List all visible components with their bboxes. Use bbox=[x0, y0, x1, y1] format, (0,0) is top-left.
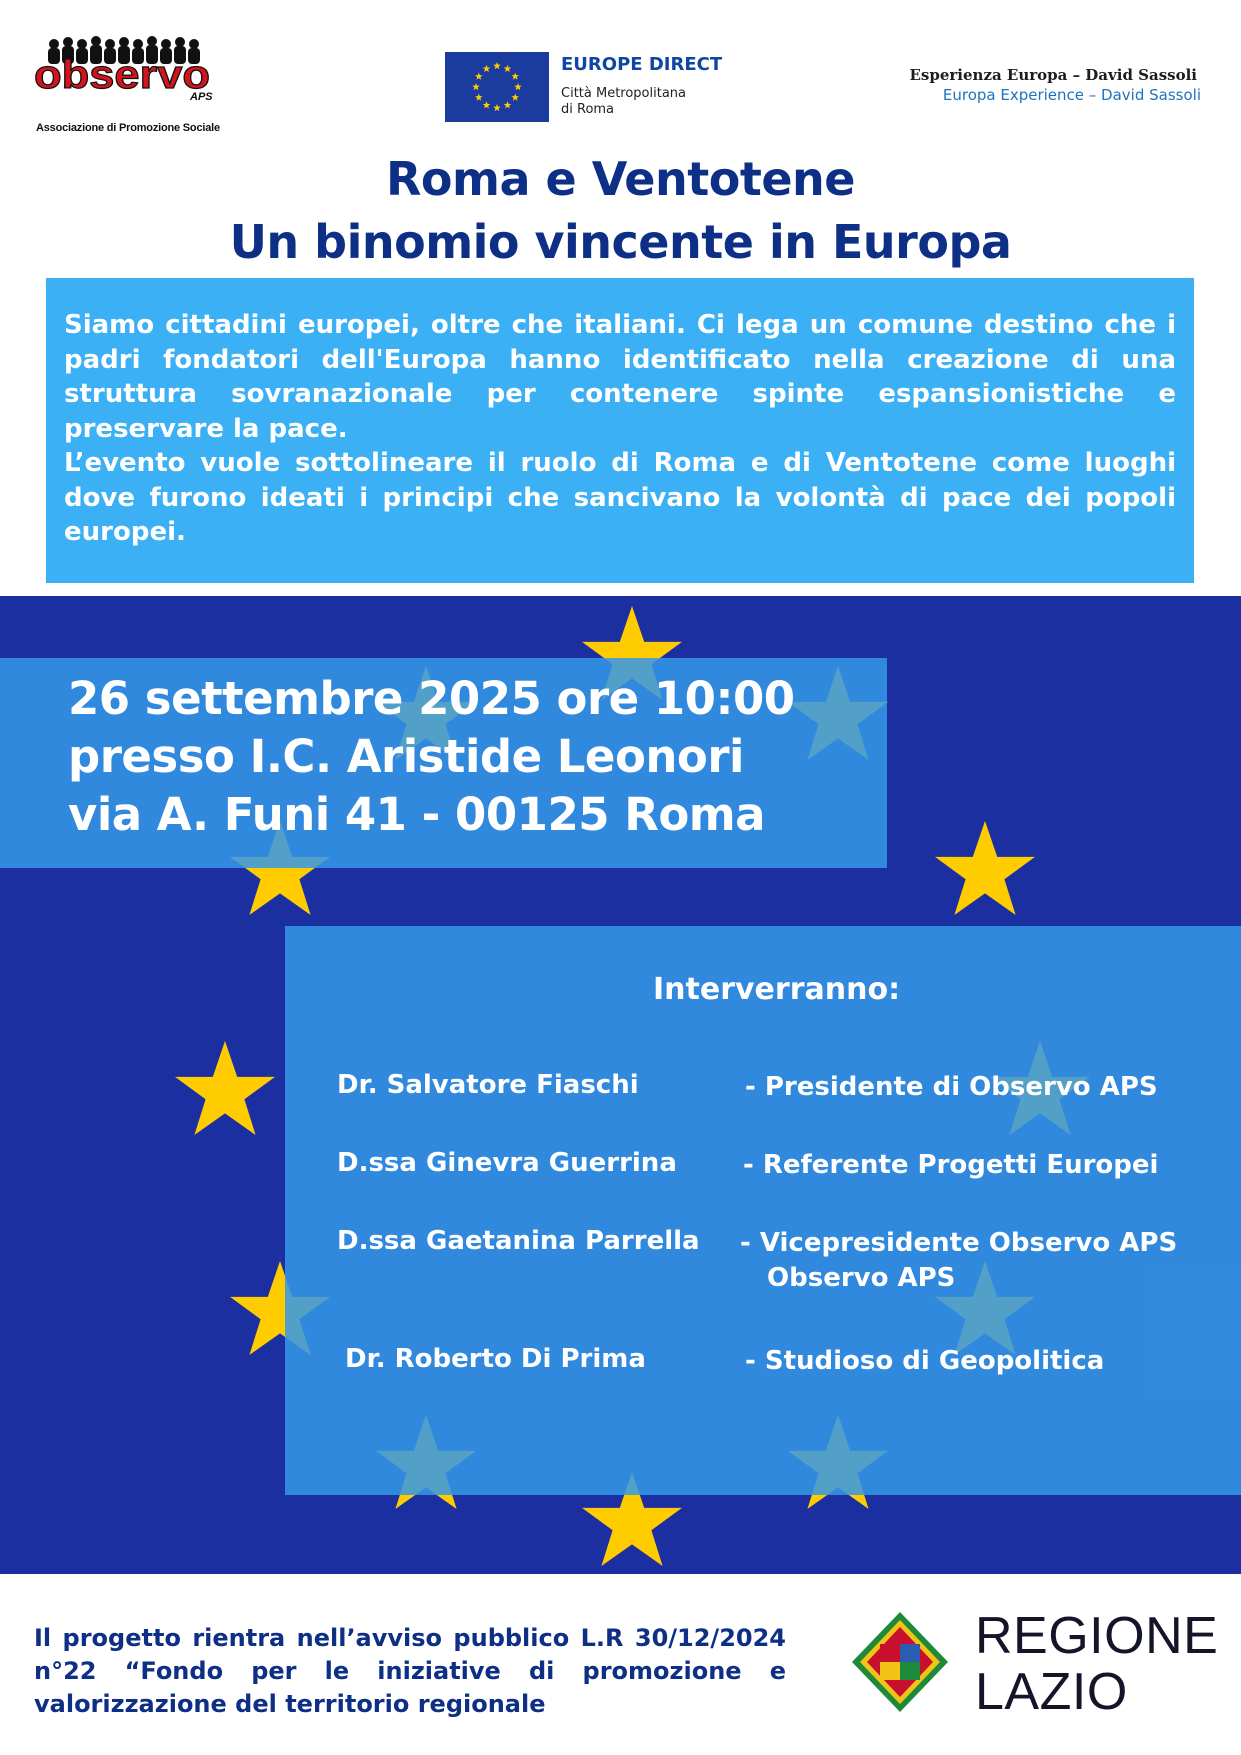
intro-box bbox=[46, 278, 1194, 583]
event-date-time: 26 settembre 2025 ore 10:00 bbox=[68, 672, 795, 725]
europe-direct-subtitle-line2: di Roma bbox=[561, 102, 615, 117]
observo-logo bbox=[30, 36, 220, 136]
speaker-name: Dr. Roberto Di Prima bbox=[345, 1344, 646, 1374]
regione-lazio-wordmark bbox=[975, 1607, 1219, 1721]
europe-direct-title: EUROPE DIRECT bbox=[561, 54, 723, 75]
speaker-name: D.ssa Ginevra Guerrina bbox=[337, 1148, 677, 1178]
esperienza-europa-line1: Esperienza Europa – David Sassoli bbox=[909, 66, 1197, 84]
observo-aps-suffix: APS bbox=[190, 91, 213, 102]
intro-paragraph-2: L’evento vuole sottolineare il ruolo di Roma e di Ventotene come luoghi dove furono ideati i principi che sancivano la volontà di pace dei popoli europei. bbox=[64, 448, 1176, 547]
funding-notice: Il progetto rientra nell’avviso pubblico L.R 30/12/2024 n°22 “Fondo per le iniziative di promozione e valorizzazione del territorio regionale bbox=[34, 1624, 786, 1718]
speaker-role: - Referente Progetti Europei bbox=[743, 1150, 1159, 1180]
speaker-name: Dr. Salvatore Fiaschi bbox=[337, 1070, 639, 1100]
star-icon bbox=[175, 1041, 275, 1135]
eu-flag-icon bbox=[445, 52, 549, 122]
page-title: Roma e Ventotene bbox=[386, 152, 855, 206]
regione-label: REGIONE bbox=[975, 1607, 1219, 1665]
speaker-role-continuation: Observo APS bbox=[767, 1263, 956, 1293]
event-place: presso I.C. Aristide Leonori bbox=[68, 730, 744, 783]
europe-direct-subtitle-line1: Città Metropolitana bbox=[561, 86, 687, 101]
speaker-row bbox=[285, 1148, 1241, 1228]
esperienza-europa-logo bbox=[895, 66, 1215, 106]
europe-direct-logo bbox=[445, 52, 745, 122]
lazio-label: LAZIO bbox=[975, 1663, 1128, 1721]
europa-experience-line2: Europa Experience – David Sassoli bbox=[942, 86, 1201, 104]
observo-wordmark: observo bbox=[34, 53, 210, 97]
speaker-role: - Presidente di Observo APS bbox=[745, 1072, 1158, 1102]
event-address: via A. Funi 41 - 00125 Roma bbox=[68, 788, 766, 841]
observo-crowd-logo-graphic bbox=[30, 36, 220, 102]
intro-paragraph-1: Siamo cittadini europei, oltre che italiani. Ci lega un comune destino che i padri fondatori dell'Europa hanno identificato nella creazione di una struttura sovranazionale per contenere spinte espansionistiche e preservare la pace. bbox=[64, 310, 1176, 444]
intro-text bbox=[64, 308, 1176, 550]
page-subtitle: Un binomio vincente in Europa bbox=[229, 215, 1012, 269]
regione-lazio-crest-icon bbox=[850, 1610, 950, 1714]
speakers-heading: Interverranno: bbox=[653, 972, 901, 1007]
speaker-row bbox=[285, 1070, 1241, 1150]
event-info-box bbox=[0, 658, 887, 868]
speaker-name: D.ssa Gaetanina Parrella bbox=[337, 1226, 700, 1256]
speaker-row bbox=[285, 1226, 1241, 1306]
star-icon bbox=[935, 821, 1035, 915]
speaker-role: - Vicepresidente Observo APS bbox=[740, 1228, 1178, 1258]
speakers-box bbox=[285, 926, 1241, 1495]
europe-direct-subtitle bbox=[561, 86, 751, 118]
speaker-row bbox=[285, 1344, 1241, 1424]
observo-tagline: Associazione di Promozione Sociale bbox=[36, 122, 220, 134]
speaker-role: - Studioso di Geopolitica bbox=[745, 1346, 1105, 1376]
